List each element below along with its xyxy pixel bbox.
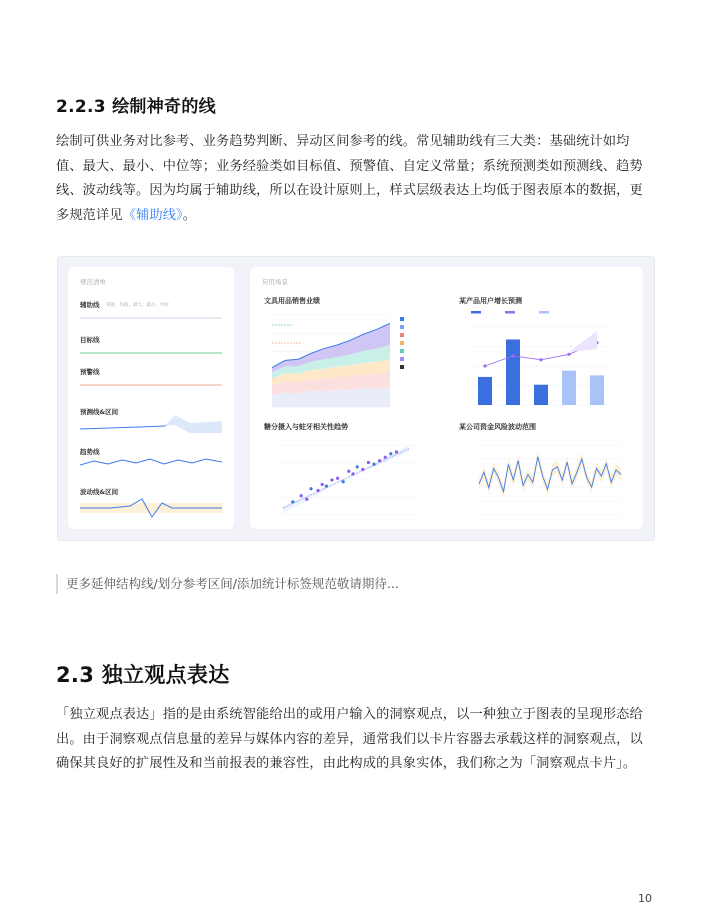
forecast-line-sample [80,415,222,437]
spec-list-panel [68,267,234,529]
legend-swatch [400,365,404,369]
scatter-point [351,472,354,475]
spec-list-title: 规范清单 [80,278,106,286]
scenes-title: 应用场景 [262,278,288,286]
target-line-sample [80,349,222,357]
auxiliary-line-link[interactable]: 《辅助线》 [122,207,183,223]
confidence-band [283,445,409,513]
bar [506,339,520,405]
page-number: 10 [638,892,652,905]
warning-line-sample [80,381,222,389]
bar-line-chart [459,309,631,417]
spec-item-label: 波动线&区间 [80,488,119,496]
chart-title: 糖分摄入与蛀牙相关性趋势 [264,423,348,431]
volatility-line-chart [459,435,631,525]
scatter-point [389,452,392,455]
scatter-point [309,487,312,490]
scatter-chart [264,435,444,525]
volatility-line-sample [80,495,222,521]
scatter-point [305,498,308,501]
paragraph-text: 绘制可供业务对比参考、业务趋势判断、异动区间参考的线。常见辅助线有三大类：基础统计如均值、最大、最小、中位等；业务经验类如目标值、预警值、自定义常量；系统预测类如预测线、趋势线、波动线等。因为均属于辅助线，所以在设计原则上，样式层级表达上均低于图表原本的数据，更多规范详见 [56,134,643,223]
spec-item-sub: 常规、均值、最大、最小、中位 [106,303,169,308]
legend-swatch [400,317,404,321]
chart-title: 某产品用户增长预测 [459,297,522,305]
scatter-point [300,494,303,497]
scatter-point [325,485,328,488]
scatter-point [378,459,381,462]
scatter-point [367,461,370,464]
scatter-point [361,468,364,471]
spec-item-label: 辅助线 [80,301,100,309]
legend-swatch [539,311,549,314]
spec-item-label: 目标线 [80,336,100,344]
bar [478,377,492,405]
legend-swatch [400,349,404,353]
bar [590,375,604,405]
scatter-point [336,477,339,480]
scatter-point [356,465,359,468]
section2-heading: 2.3 独立观点表达 [56,663,230,687]
scatter-point [291,500,294,503]
scatter-point [316,489,319,492]
scatter-point [372,463,375,466]
trend-line-sample [80,455,222,471]
scatter-point [321,483,324,486]
bar [562,371,576,405]
scatter-point [384,456,387,459]
scatter-point [330,478,333,481]
scatter-point [347,470,350,473]
note-quote: 更多延伸结构线/划分参考区间/添加统计标签规范敬请期待... [56,574,399,594]
legend-swatch [400,333,404,337]
stacked-area-chart [264,309,444,417]
legend-swatch [400,325,404,329]
spec-item-label: 趋势线 [80,448,100,456]
bar [534,385,548,405]
paragraph-end: 。 [182,207,197,223]
scatter-point [395,450,398,453]
spec-item-label: 预测线&区间 [80,408,119,416]
legend-swatch [400,341,404,345]
section-heading: 2.2.3 绘制神奇的线 [56,97,216,117]
forecast-band [569,331,597,352]
chart-title: 某公司资金风险波动范围 [459,423,536,431]
chart-title: 文具用品销售业绩 [264,297,320,305]
section-paragraph [56,130,656,228]
legend-swatch [505,311,515,314]
scatter-point [342,480,345,483]
legend-swatch [471,311,481,314]
legend-swatch [400,357,404,361]
section2-paragraph: 「独立观点表达」指的是由系统智能给出的或用户输入的洞察观点，以一种独立于图表的呈现形态给出。由于洞察观点信息量的差异与媒体内容的差异，通常我们以卡片容器去承载这样的洞察观点，以确保其良好的扩展性及和当前报表的兼容性，由此构成的具象实体，我们称之为「洞察观点卡片」。 [56,707,643,771]
figure-image [57,256,655,541]
auxiliary-line-sample [80,314,222,322]
spec-item-label: 预警线 [80,368,100,376]
scenes-panel [250,267,643,529]
